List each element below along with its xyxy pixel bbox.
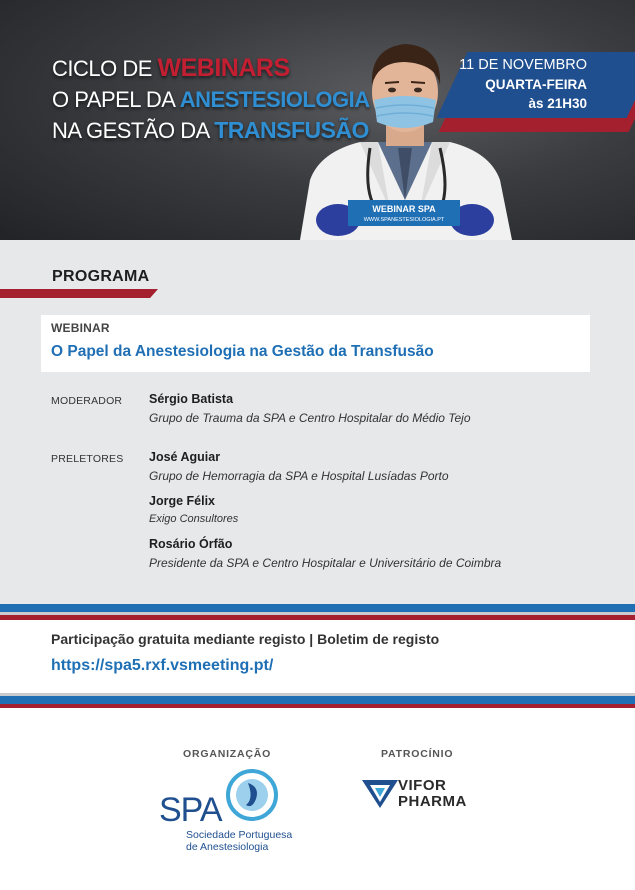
- person-name: José Aguiar: [149, 450, 221, 464]
- webinar-label: WEBINAR: [51, 321, 110, 335]
- moderator-role: MODERADOR: [51, 395, 123, 407]
- spa-fullname: Sociedade Portuguesa de Anestesiologia: [186, 829, 293, 853]
- speaker: [149, 494, 238, 525]
- spa-acronym: SPA: [159, 791, 222, 829]
- webinar-card: [41, 315, 590, 372]
- title-line-2: O PAPEL DA ANESTESIOLOGIA: [52, 87, 370, 112]
- stripe-blue: [0, 604, 635, 612]
- speakers-role: PRELETORES: [51, 453, 124, 465]
- stripe-blue: [0, 696, 635, 704]
- date-weekday: QUARTA-FEIRA: [485, 77, 587, 92]
- webinar-title: O Papel da Anestesiologia na Gestão da Transfusão: [51, 343, 434, 360]
- vifor-wordmark: VIFOR PHARMA: [398, 777, 467, 810]
- title-line-3: NA GESTÃO DA TRANSFUSÃO: [52, 117, 369, 143]
- stripe-red: [0, 704, 635, 708]
- hero-title: [52, 56, 370, 150]
- registration-text: Participação gratuita mediante registo | Boletim de registo: [51, 631, 440, 647]
- speaker: [149, 450, 449, 483]
- title-line-1: CICLO DE WEBINARS: [52, 54, 290, 82]
- person-affiliation: Grupo de Trauma da SPA e Centro Hospitalar do Médio Tejo: [149, 411, 471, 425]
- organization-label: ORGANIZAÇÃO: [183, 748, 272, 760]
- person-name: Rosário Órfão: [149, 537, 233, 551]
- speaker: [149, 537, 501, 570]
- hero-banner: [0, 0, 635, 240]
- person-affiliation: Exigo Consultores: [149, 513, 239, 525]
- person-name: Sérgio Batista: [149, 392, 234, 406]
- program-heading: PROGRAMA: [52, 268, 150, 285]
- program-heading-bar: [0, 289, 158, 298]
- person-affiliation: Grupo de Hemorragia da SPA e Hospital Lusíadas Porto: [149, 469, 449, 483]
- date-time: às 21H30: [528, 96, 587, 111]
- registration-link[interactable]: https://spa5.rxf.vsmeeting.pt/: [51, 657, 274, 674]
- moderator: [149, 392, 471, 425]
- event-date: [459, 56, 587, 113]
- sponsor-label: PATROCÍNIO: [381, 748, 454, 760]
- sign-title: WEBINAR SPA: [372, 204, 436, 214]
- vifor-logo-icon: [360, 776, 400, 810]
- sign-url: WWW.SPANESTESIOLOGIA.PT: [363, 217, 445, 223]
- date-day: 11 DE NOVEMBRO: [459, 57, 587, 73]
- stripe-red: [0, 615, 635, 620]
- person-name: Jorge Félix: [149, 494, 215, 508]
- person-affiliation: Presidente da SPA e Centro Hospitalar e Universitário de Coimbra: [149, 556, 502, 570]
